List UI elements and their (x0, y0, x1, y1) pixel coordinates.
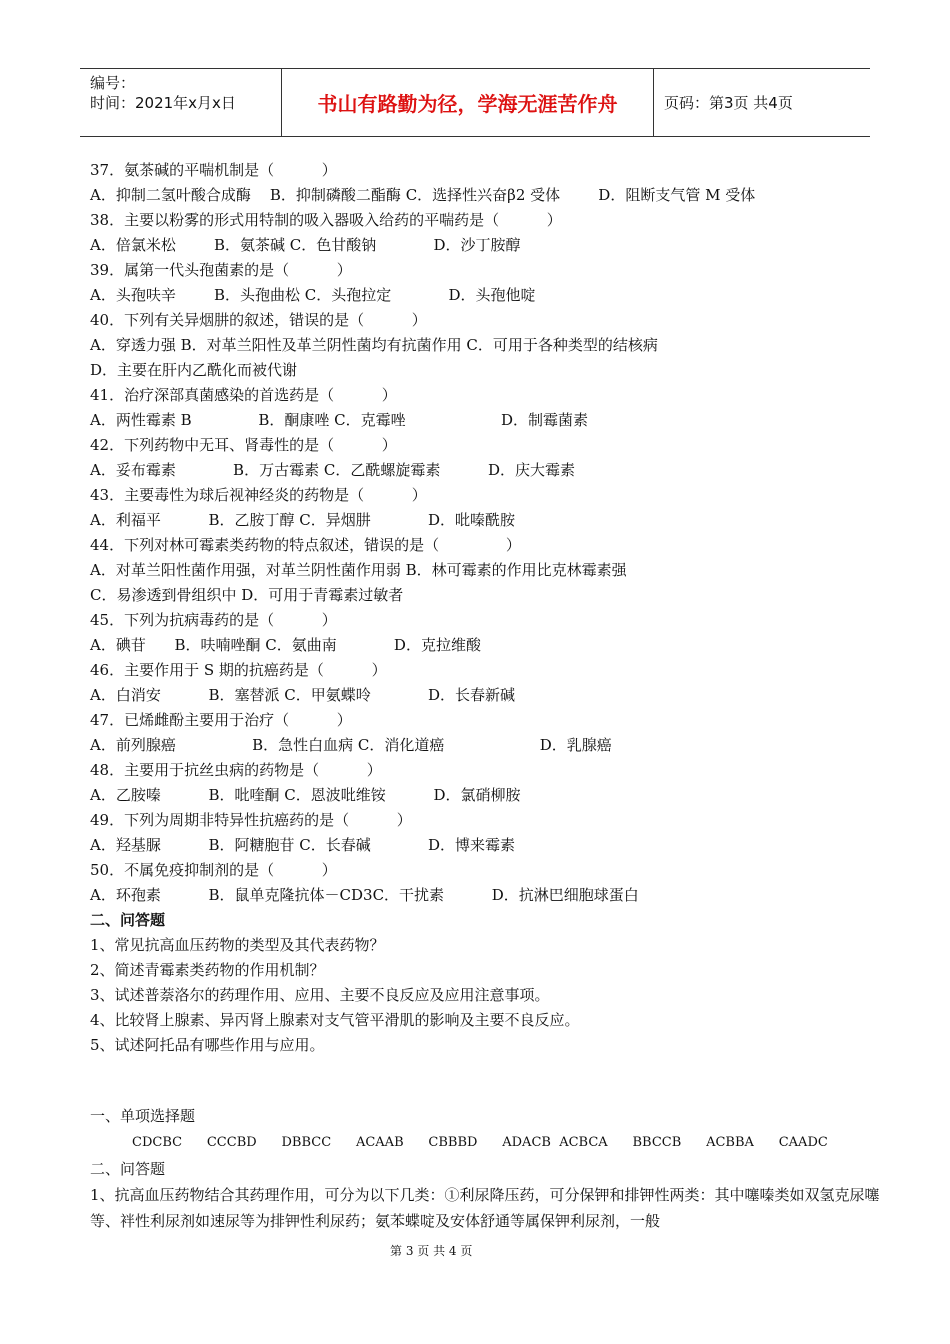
answer-key (90, 1104, 880, 1234)
question-line: 49．下列为周期非特异性抗癌药的是（ ） (90, 811, 412, 829)
option-line: A．白消安 B．塞替派 C．甲氨蝶呤 D．长春新碱 (90, 686, 516, 704)
answer-section-title-choice: 一、单项选择题 (90, 1107, 196, 1125)
answer-group: ACAAB (355, 1135, 404, 1150)
option-line: A．前列腺癌 B．急性白血病 C．消化道癌 D．乳腺癌 (90, 736, 612, 754)
question-line: 40．下列有关异烟肼的叙述，错误的是（ ） (90, 311, 427, 329)
question-line: 39．属第一代头孢菌素的是（ ） (90, 261, 352, 279)
answer-group: CBBBD (428, 1135, 478, 1150)
header-page-label: 页码：第3页 共4页 (664, 94, 793, 112)
question-list (90, 158, 880, 1058)
answer-group: DBBCC (281, 1135, 332, 1150)
question-line: 37．氨茶碱的平喘机制是（ ） (90, 161, 337, 179)
section-title-qa: 二、问答题 (90, 911, 166, 929)
option-line: A．穿透力强 B．对革兰阳性及革兰阴性菌均有抗菌作用 C．可用于各种类型的结核病 (90, 336, 658, 354)
option-line: A．倍氯米松 B．氨茶碱 C．色甘酸钠 D．沙丁胺醇 (90, 236, 521, 254)
option-line: A．妥布霉素 B．万古霉素 C．乙酰螺旋霉素 D．庆大霉素 (90, 461, 576, 479)
option-line: A．对革兰阳性菌作用强，对革兰阴性菌作用弱 B．林可霉素的作用比克林霉素强 (90, 561, 627, 579)
option-line: A．利福平 B．乙胺丁醇 C．异烟肼 D．吡嗪酰胺 (90, 511, 516, 529)
question-line: 43．主要毒性为球后视神经炎的药物是（ ） (90, 486, 427, 504)
time-label: 时间：2021年x月x日 (90, 94, 236, 112)
answer-group: ACBCA (559, 1135, 608, 1150)
qa-question: 2、简述青霉素类药物的作用机制？ (90, 961, 325, 979)
option-line: A．碘苷 B．呋喃唑酮 C．氨曲南 D．克拉维酸 (90, 636, 481, 654)
answer-group: CDCBC (132, 1135, 183, 1150)
option-line: D．主要在肝内乙酰化而被代谢 (90, 361, 298, 379)
option-line: A．羟基脲 B．阿糖胞苷 C．长春碱 D．博来霉素 (90, 836, 516, 854)
page-header (80, 68, 870, 137)
serial-label: 编号： (90, 74, 136, 92)
answer-section-title-qa: 二、问答题 (90, 1160, 166, 1178)
answer-paragraph: 1、抗高血压药物结合其药理作用，可分为以下几类：①利尿降压药，可分保钾和排钾性两类：其中噻嗪类如双氢克尿噻等、袢性利尿剂如速尿等为排钾性利尿药；氨苯蝶啶及安体舒通等属保钾利尿剂，一般 (90, 1186, 880, 1230)
header-meta (80, 69, 282, 136)
answer-group: ADACB (502, 1135, 551, 1150)
option-line: A．乙胺嗪 B．吡喹酮 C．恩波吡维铵 D．氯硝柳胺 (90, 786, 521, 804)
option-line: A．环孢素 B．鼠单克隆抗体－CD3C．干扰素 D．抗淋巴细胞球蛋白 (90, 886, 639, 904)
qa-question: 5、试述阿托品有哪些作用与应用。 (90, 1036, 325, 1054)
answer-group: CCCBD (206, 1135, 257, 1150)
page-footer: 第 3 页 共 4 页 (390, 1244, 473, 1258)
question-line: 46．主要作用于 S 期的抗癌药是（ ） (90, 661, 387, 679)
answer-groups (90, 1129, 880, 1157)
question-line: 38．主要以粉雾的形式用特制的吸入器吸入给药的平喘药是（ ） (90, 211, 562, 229)
header-motto: 书山有路勤为径，学海无涯苦作舟 (282, 69, 654, 136)
question-line: 41．治疗深部真菌感染的首选药是（ ） (90, 386, 397, 404)
answer-group: BBCCB (632, 1135, 682, 1150)
question-line: 45．下列为抗病毒药的是（ ） (90, 611, 337, 629)
question-line: 47．已烯雌酚主要用于治疗（ ） (90, 711, 352, 729)
question-line: 42．下列药物中无耳、肾毒性的是（ ） (90, 436, 397, 454)
option-line: A．抑制二氢叶酸合成酶 B．抑制磷酸二酯酶 C．选择性兴奋β2 受体 D．阻断支气管 M 受体 (90, 186, 756, 204)
qa-question: 4、比较肾上腺素、异丙肾上腺素对支气管平滑肌的影响及主要不良反应。 (90, 1011, 580, 1029)
question-line: 48．主要用于抗丝虫病的药物是（ ） (90, 761, 382, 779)
option-line: A．两性霉素 B B．酮康唑 C．克霉唑 D．制霉菌素 (90, 411, 589, 429)
answer-group: ACBBA (706, 1135, 754, 1150)
answer-group: CAADC (778, 1135, 828, 1150)
qa-question: 3、试述普萘洛尔的药理作用、应用、主要不良反应及应用注意事项。 (90, 986, 550, 1004)
option-line: A．头孢呋辛 B．头孢曲松 C．头孢拉定 D．头孢他啶 (90, 286, 536, 304)
question-line: 44．下列对林可霉素类药物的特点叙述，错误的是（ ） (90, 536, 521, 554)
qa-question: 1、常见抗高血压药物的类型及其代表药物？ (90, 936, 385, 954)
option-line: C．易渗透到骨组织中 D．可用于青霉素过敏者 (90, 586, 404, 604)
question-line: 50．不属免疫抑制剂的是（ ） (90, 861, 337, 879)
